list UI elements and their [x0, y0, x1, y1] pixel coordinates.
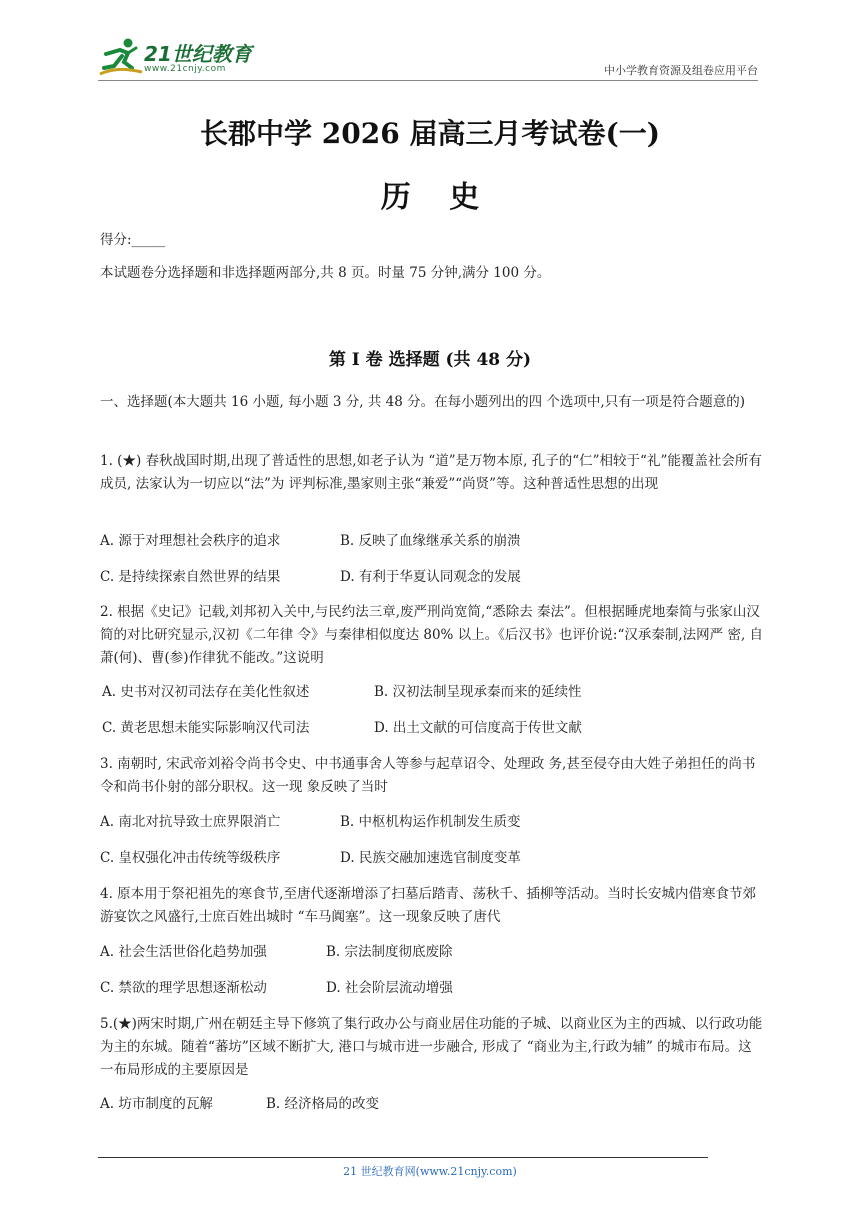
question-3-stem: 3. 南朝时, 宋武帝刘裕令尚书令史、中书通事舍人等参与起草诏令、处理政 务,甚至侵夺由大姓子弟担任的尚书令和尚书仆射的部分职权。这一现 象反映了当时 [100, 756, 756, 795]
option-a: A. 坊市制度的瓦解 [100, 1096, 213, 1112]
logo-text: 21世纪教育 [144, 42, 252, 66]
exam-intro: 本试题卷分选择题和非选择题两部分,共 8 页。时量 75 分钟,满分 100 分。 [100, 265, 551, 281]
option-d: D. 社会阶层流动增强 [326, 980, 453, 996]
exam-subject: 历 史 [380, 180, 494, 215]
page-header [98, 36, 758, 82]
option-b: B. 经济格局的改变 [266, 1096, 380, 1112]
option-d: D. 有利于华夏认同观念的发展 [340, 569, 521, 585]
header-divider [98, 80, 758, 81]
option-b: B. 汉初法制呈现承秦而来的延续性 [374, 684, 582, 700]
option-c: C. 是持续探索自然世界的结果 [100, 569, 281, 585]
site-logo [98, 36, 268, 80]
option-d: D. 出土文献的可信度高于传世文献 [374, 720, 582, 736]
footer-text: 21 世纪教育网(www.21cnjy.com) [343, 1165, 517, 1178]
option-c: C. 禁欲的理学思想逐渐松动 [100, 980, 267, 996]
option-c: C. 皇权强化冲击传统等级秩序 [100, 850, 281, 866]
option-b: B. 反映了血缘继承关系的崩溃 [340, 533, 521, 549]
option-a: A. 史书对汉初司法存在美化性叙述 [102, 684, 310, 700]
exam-title: 长郡中学 2026 届高三月考试卷(一) [200, 117, 660, 150]
section-instructions: 一、选择题(本大题共 16 小题, 每小题 3 分, 共 48 分。在每小题列出的四 个选项中,只有一项是符合题意的) [100, 394, 745, 410]
option-a: A. 南北对抗导致士庶界限消亡 [100, 814, 281, 830]
footer-divider [98, 1157, 708, 1158]
runner-logo-icon [98, 36, 144, 80]
section-title: 第 I 卷 选择题 (共 48 分) [328, 350, 532, 370]
question-1-stem: 1. (★) 春秋战国时期,出现了普适性的思想,如老子认为 “道”是万物本原, 孔子的“仁”相较于“礼”能覆盖社会所有成员, 法家认为一切应以“法”为 评判标准,墨家则主张“兼爱”“尚贤”等。这种普适性思想的出现 [100, 453, 762, 492]
header-platform-text: 中小学教育资源及组卷应用平台 [604, 64, 758, 77]
option-a: A. 源于对理想社会秩序的追求 [100, 533, 281, 549]
question-5-stem: 5.(★)两宋时期,广州在朝廷主导下修筑了集行政办公与商业居住功能的子城、以商业区为主的西城、以行政功能为主的东城。随着“蕃坊”区域不断扩大, 港口与城市进一步融合, 形成了 “商业为主,行政为辅” 的城市布局。这一布局形成的主要原因是 [100, 1016, 763, 1078]
score-field: 得分:_____ [100, 232, 166, 248]
option-b: B. 宗法制度彻底废除 [326, 944, 453, 960]
option-c: C. 黄老思想未能实际影响汉代司法 [102, 720, 310, 736]
question-2-stem: 2. 根据《史记》记载,刘邦初入关中,与民约法三章,废严刑尚宽简,“悉除去 秦法”。但根据睡虎地秦简与张家山汉简的对比研究显示,汉初《二年律 令》与秦律相似度达 80% 以上。《后汉书》也评价说:“汉承秦制,法网严 密, 自萧(何)、曹(参)作律犹不能改。”这说明 [100, 604, 764, 666]
option-d: D. 民族交融加速选官制度变革 [340, 850, 521, 866]
logo-url: www.21cnjy.com [144, 64, 226, 74]
option-b: B. 中枢机构运作机制发生质变 [340, 814, 521, 830]
question-4-stem: 4. 原本用于祭祀祖先的寒食节,至唐代逐渐增添了扫墓后踏青、荡秋千、插柳等活动。当时长安城内借寒食节郊游宴饮之风盛行,士庶百姓出城时 “车马阗塞”。这一现象反映了唐代 [100, 886, 756, 925]
option-a: A. 社会生活世俗化趋势加强 [100, 944, 267, 960]
